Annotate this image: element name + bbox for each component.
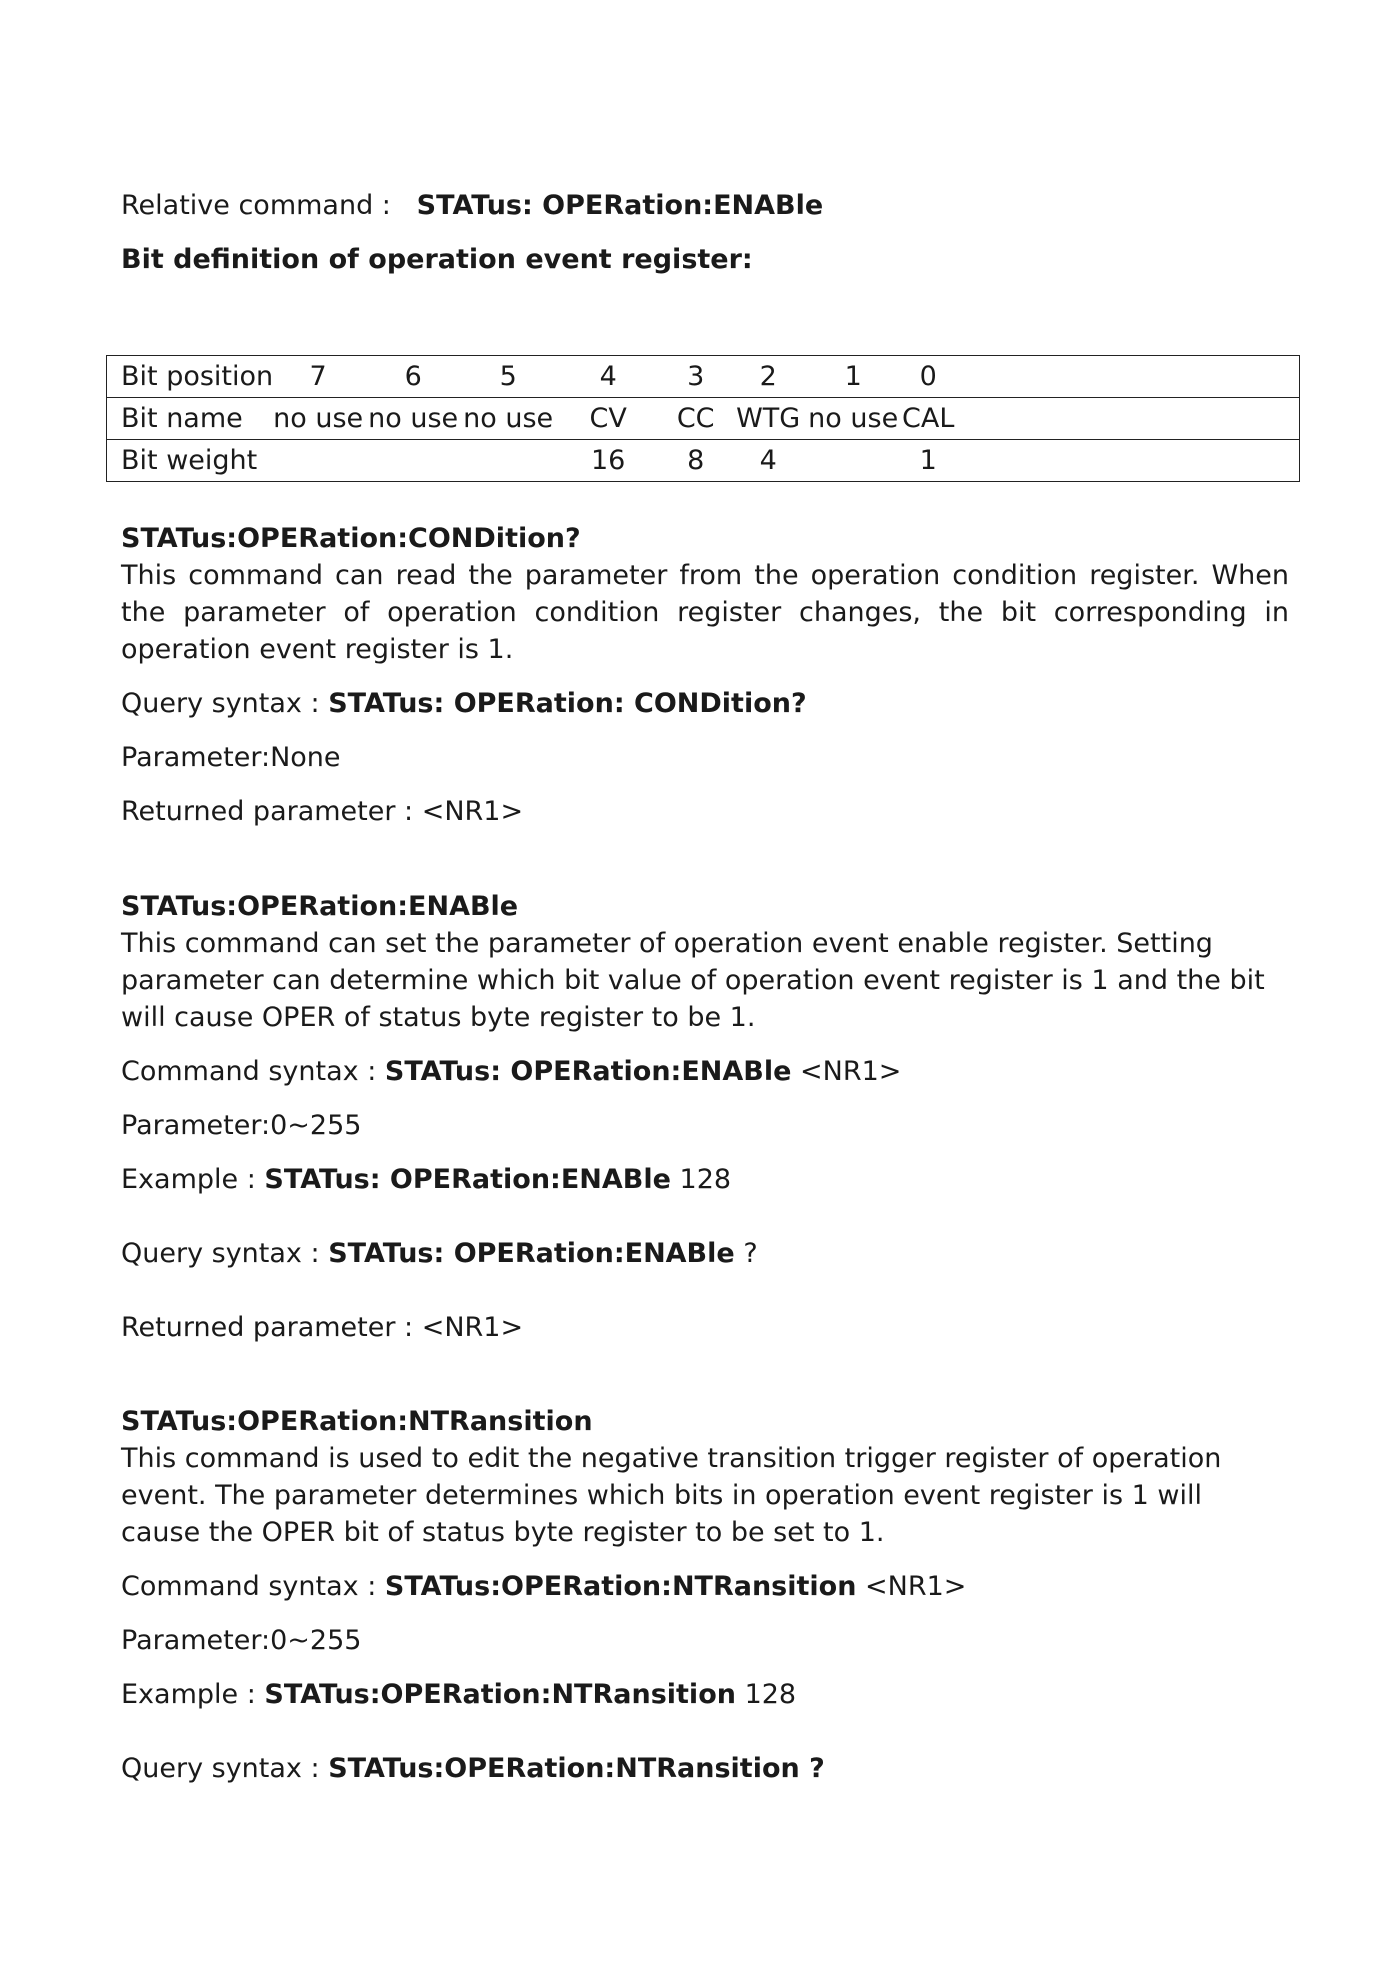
bit-position-cell: 7 — [273, 356, 363, 398]
bit-weight-cell: 16 — [553, 440, 663, 482]
row-header: Bit weight — [107, 440, 274, 482]
example-arg: 128 — [679, 1164, 732, 1195]
bit-definition-table — [106, 355, 1300, 482]
ntransition-heading: STATus:OPERation:NTRansition — [121, 1406, 593, 1437]
example-label: Example : — [121, 1679, 256, 1710]
bit-weight-cell: 1 — [898, 440, 958, 482]
ntransition-section — [121, 1403, 1289, 1787]
bit-name-cell: no use — [363, 398, 463, 440]
example-command: STATus: OPERation:ENABle — [264, 1164, 671, 1195]
bit-weight-cell — [363, 440, 463, 482]
ntransition-description: This command is used to edit the negative transition trigger register of operation event. The parameter determines which bits in operation event register is 1 will cause the OPER bit of status byte register to be set to 1. — [121, 1443, 1222, 1548]
bit-weight-row — [107, 440, 1300, 482]
bit-position-cell: 0 — [898, 356, 958, 398]
bit-weight-cell — [463, 440, 553, 482]
condition-returned: Returned parameter : <NR1> — [121, 796, 524, 827]
enable-heading: STATus:OPERation:ENABle — [121, 891, 519, 922]
ntransition-query-line — [121, 1751, 1289, 1787]
example-command: STATus:OPERation:NTRansition — [264, 1679, 736, 1710]
relative-command-label: Relative command : — [121, 190, 391, 221]
bit-name-cell: no use — [273, 398, 363, 440]
bit-name-cell: WTG — [728, 398, 808, 440]
bit-weight-cell: 4 — [728, 440, 808, 482]
example-arg: 128 — [744, 1679, 797, 1710]
bit-position-cell: 3 — [663, 356, 728, 398]
ntransition-parameter: Parameter:0~255 — [121, 1625, 362, 1656]
enable-command-line — [121, 1054, 1289, 1090]
command-name: STATus: OPERation:ENABle — [384, 1056, 792, 1087]
query-label: Query syntax : — [121, 1753, 320, 1784]
bit-name-row — [107, 398, 1300, 440]
condition-query-line — [121, 686, 1289, 722]
filler-cell — [958, 356, 1299, 398]
command-arg: <NR1> — [800, 1056, 902, 1087]
query-label: Query syntax : — [121, 1238, 320, 1269]
command-name: STATus:OPERation:NTRansition — [384, 1571, 857, 1602]
query-label: Query syntax : — [121, 688, 320, 719]
command-label: Command syntax : — [121, 1056, 377, 1087]
enable-parameter: Parameter:0~255 — [121, 1110, 362, 1141]
condition-section — [121, 520, 1289, 830]
condition-heading: STATus:OPERation:CONDition? — [121, 523, 581, 554]
condition-parameter: Parameter:None — [121, 742, 341, 773]
query-command: STATus: OPERation:ENABle — [328, 1238, 735, 1269]
bit-name-cell: no use — [463, 398, 553, 440]
bit-name-cell: no use — [808, 398, 898, 440]
command-label: Command syntax : — [121, 1571, 377, 1602]
bit-weight-cell: 8 — [663, 440, 728, 482]
query-command: STATus: OPERation: CONDition? — [328, 688, 807, 719]
example-label: Example : — [121, 1164, 256, 1195]
bit-weight-cell — [273, 440, 363, 482]
bit-name-cell: CAL — [898, 398, 958, 440]
bit-weight-cell — [808, 440, 898, 482]
row-header: Bit position — [107, 356, 274, 398]
filler-cell — [958, 440, 1299, 482]
relative-command-value: STATus: OPERation:ENABle — [416, 190, 824, 221]
query-suffix: ? — [743, 1238, 758, 1269]
bit-position-cell: 2 — [728, 356, 808, 398]
enable-query-line — [121, 1236, 1289, 1272]
bit-name-cell: CV — [553, 398, 663, 440]
bit-name-cell: CC — [663, 398, 728, 440]
query-command: STATus:OPERation:NTRansition ? — [328, 1753, 825, 1784]
bit-position-cell: 5 — [463, 356, 553, 398]
bit-definition-title: Bit definition of operation event register: — [121, 244, 753, 275]
enable-section — [121, 888, 1289, 1346]
relative-command-line — [121, 190, 1289, 221]
filler-cell — [958, 398, 1299, 440]
row-header: Bit name — [107, 398, 274, 440]
enable-description: This command can set the parameter of operation event enable register. Setting parameter can determine which bit value of operation event register is 1 and the bit will cause OPER of status byte register to be 1. — [121, 928, 1265, 1033]
enable-example-line — [121, 1162, 1289, 1198]
bit-position-cell: 6 — [363, 356, 463, 398]
condition-description: This command can read the parameter from the operation condition register. When the parameter of operation condition register changes, the bit corresponding in operation event register is 1. — [121, 560, 1289, 665]
enable-returned: Returned parameter : <NR1> — [121, 1312, 524, 1343]
ntransition-command-line — [121, 1569, 1289, 1605]
bit-position-cell: 4 — [553, 356, 663, 398]
command-arg: <NR1> — [865, 1571, 967, 1602]
ntransition-example-line — [121, 1677, 1289, 1713]
bit-position-row — [107, 356, 1300, 398]
bit-position-cell: 1 — [808, 356, 898, 398]
